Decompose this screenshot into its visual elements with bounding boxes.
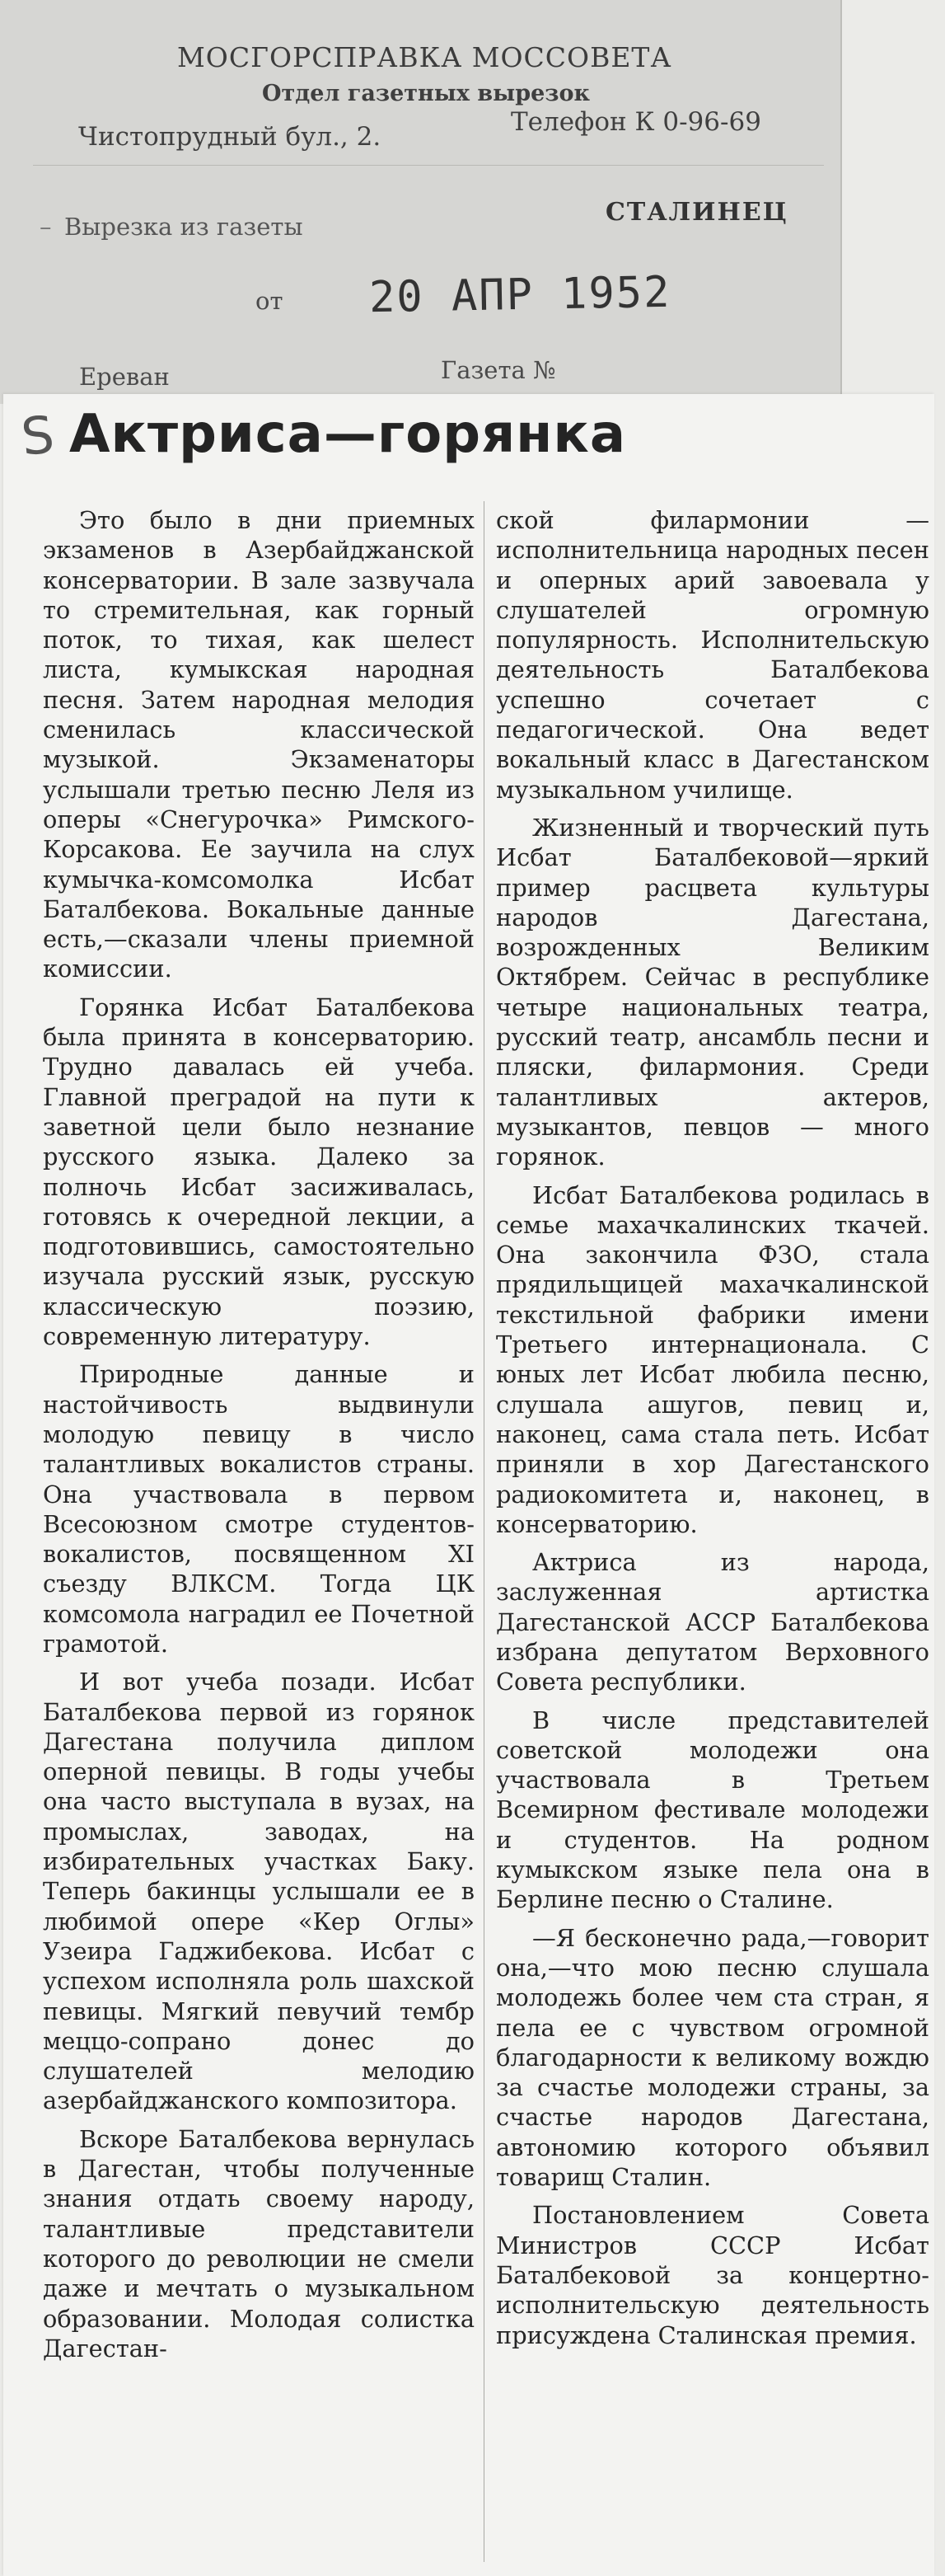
clipping-bureau-stamp bbox=[0, 0, 842, 404]
pencil-dash-mark: – bbox=[40, 213, 52, 241]
paragraph: Вскоре Баталбекова вернулась в Дагестан, чтобы полученные знания отдать своему народу, талантливые представители которого до революции не смели даже и мечтать о музыкальном образовании. Молодая солистка Дагестан- bbox=[43, 2124, 475, 2363]
paragraph: Исбат Баталбекова родилась в семье махачкалинских ткачей. Она закончила ФЗО, стала прядильщицей махачкалинской текстильной фабрики имени Третьего интернационала. С юных лет Исбат любила песню, слушала ашугов, певиц и, наконец, сама стала петь. Исбат приняли в хор Дагестанского радиокомитета и, наконец, в консерваторию. bbox=[496, 1180, 929, 1538]
department-name: Отдел газетных вырезок bbox=[262, 81, 590, 106]
article-right-column bbox=[496, 505, 929, 2358]
city-name: Ереван bbox=[79, 363, 170, 391]
paragraph: —Я бесконечно рада,—говорит она,—что мою песню слушала молодежь более чем ста стран, я пела ее с чувством огромной благодарности к великому вождю за счастье молодежи страны, за счастье народов Дагестана, автономию которого объявил товарищ Сталин. bbox=[496, 1923, 929, 2192]
newspaper-name: СТАЛИНЕЦ bbox=[606, 198, 788, 227]
article-left-column bbox=[43, 505, 475, 2372]
paragraph: Горянка Исбат Баталбекова была принята в консерваторию. Трудно давалась ей учеба. Главной преградой на пути к заветной цели было незнание русского языка. Далеко за полночь Исбат засиживалась, готовясь к очередной лекции, а подготовившись, самостоятельно изучала русский язык, русскую классическую поэзию, современную литературу. bbox=[43, 992, 475, 1351]
stamp-divider bbox=[33, 165, 824, 166]
article-title: Актриса—горянка bbox=[69, 404, 626, 465]
paragraph: Актриса из народа, заслуженная артистка Дагестанской АССР Баталбекова избрана депутатом Верховного Совета республики. bbox=[496, 1548, 929, 1696]
newspaper-clipping bbox=[3, 394, 934, 2576]
bureau-address: Чистопрудный бул., 2. bbox=[78, 122, 381, 152]
paragraph: В числе представителей советской молодежи она участвовала в Третьем Всемирном фестивале молодежи и студентов. На родном кумыкском языке пела она в Берлине песню о Сталине. bbox=[496, 1706, 929, 1914]
paragraph: И вот учеба позади. Исбат Баталбекова первой из горянок Дагестана получила диплом оперной певицы. В годы учебы она часто выступала в вузах, на промыслах, заводах, на избирательных участках Баку. Теперь бакинцы услышали ее в любимой опере «Кер Оглы» Узеира Гаджибекова. Исбат с успехом исполняла роль шахской певицы. Мягкий певучий тембр меццо-сопрано донес до слушателей мелодию азербайджанского композитора. bbox=[43, 1668, 475, 2115]
clipping-label: Вырезка из газеты bbox=[64, 213, 303, 241]
newspaper-number-label: Газета № bbox=[441, 356, 556, 384]
date-prefix: от bbox=[255, 287, 283, 315]
date-stamp: 20 АПР 1952 bbox=[368, 267, 671, 323]
paragraph: Жизненный и творческий путь Исбат Баталбековой—яркий пример расцвета культуры народов Дагестана, возрожденных Великим Октябрем. Сейчас в республике четыре национальных театра, русский театр, ансамбль песни и пляски, филармония. Среди талантливых актеров, музыкантов, певцов — много горянок. bbox=[496, 813, 929, 1171]
paragraph: Постановлением Совета Министров СССР Исбат Баталбековой за концертно-исполнительскую деятельность присуждена Сталинская премия. bbox=[496, 2201, 929, 2349]
pencil-mark: S bbox=[18, 404, 58, 467]
paragraph: Природные данные и настойчивость выдвинули молодую певицу в число талантливых вокалистов страны. Она участвовала в первом Всесоюзном смотре студентов-вокалистов, посвященном XI съезду ВЛКСМ. Тогда ЦК комсомола наградил ее Почетной грамотой. bbox=[43, 1360, 475, 1658]
paragraph: Это было в дни приемных экзаменов в Азербайджанской консерватории. В зале зазвучала то стремительная, как горный поток, то тихая, как шелест листа, кумыкская народная песня. Затем народная мелодия сменилась классической музыкой. Экзаменаторы услышали третью песню Леля из оперы «Снегурочка» Римского-Корсакова. Ее заучила на слух кумычка-комсомолка Исбат Баталбекова. Вокальные данные есть,—сказали члены приемной комиссии. bbox=[43, 506, 475, 983]
bureau-name: МОСГОРСПРАВКА МОССОВЕТА bbox=[177, 41, 672, 73]
paragraph-continuation: ской филармонии — исполнительница народных песен и оперных арий завоевала у слушателей огромную популярность. Исполнительскую деятельность Баталбекова успешно сочетает с педагогической. Она ведет вокальный класс в Дагестанском музыкальном училище. bbox=[496, 506, 929, 804]
bureau-phone: Телефон К 0-96-69 bbox=[511, 107, 761, 137]
